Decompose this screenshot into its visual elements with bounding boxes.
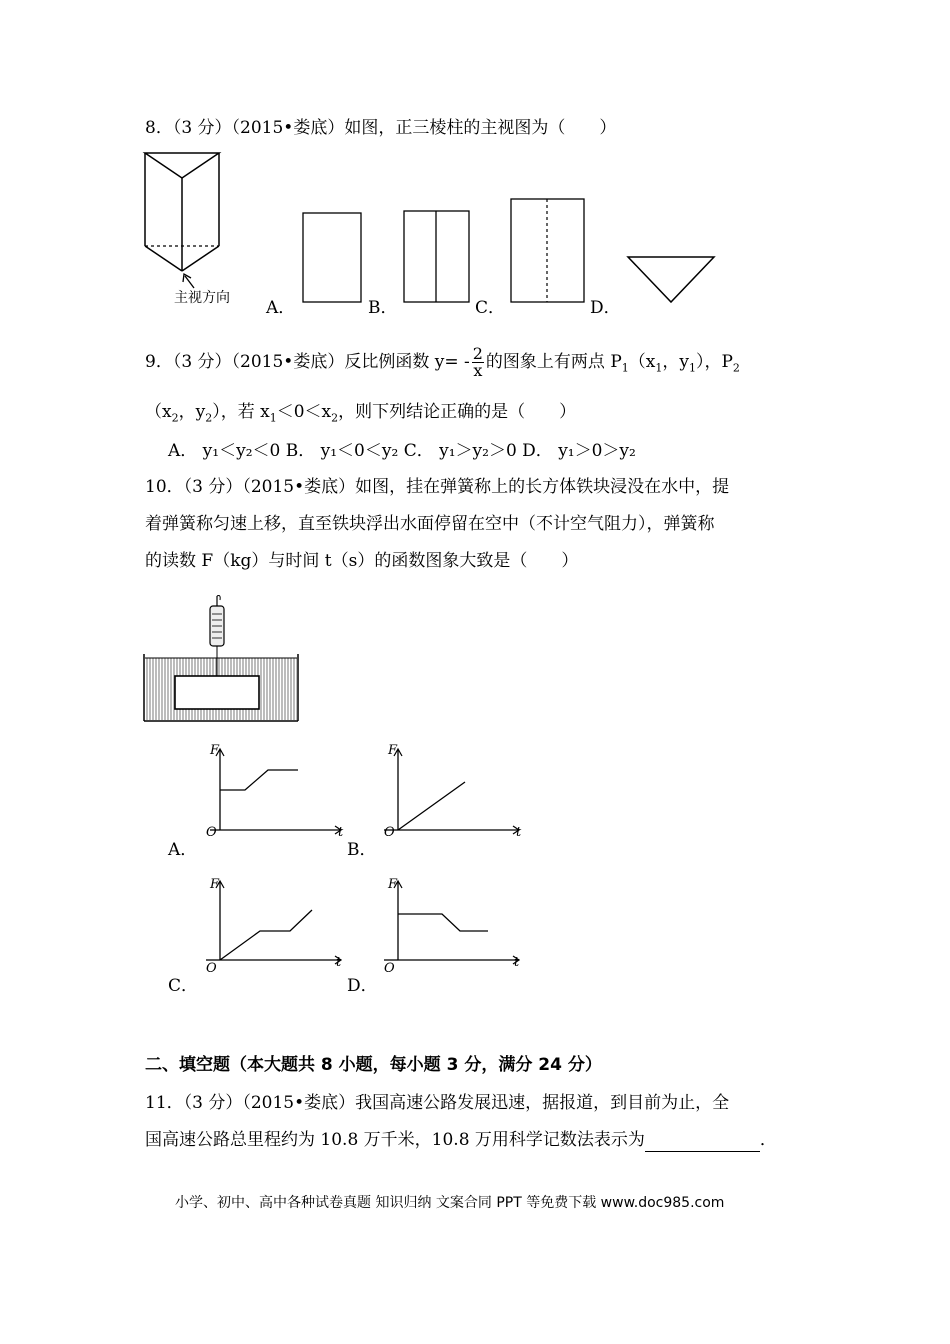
origin-label: O	[384, 825, 395, 840]
q10-graph-d	[378, 876, 528, 976]
footer: 小学、初中、高中各种试卷真题 知识归纳 文案合同 PPT 等免费下载 www.doc985.com	[175, 1195, 725, 1211]
q9-text: （x	[628, 352, 656, 372]
axis-t-label: t	[338, 825, 344, 840]
q9-options[interactable]: A． y₁＜y₂＜0 B． y₁＜0＜y₂ C． y₁＞y₂＞0 D． y₁＞0＞y₂	[168, 441, 636, 461]
q10-option-d[interactable]: D．	[347, 976, 378, 996]
q8-option-a-figure	[302, 212, 364, 304]
sub: 2	[331, 411, 339, 425]
q11-line1: 11．（3 分）（2015•娄底）我国高速公路发展迅速，据报道，到目前为止，全	[145, 1093, 730, 1113]
q9-fraction	[472, 346, 484, 379]
sub: 2	[732, 361, 740, 375]
sub: 2	[205, 411, 213, 425]
q11-period: ．	[759, 1130, 777, 1150]
q8-option-b-figure	[403, 210, 471, 304]
sub: 1	[655, 361, 663, 375]
q9-text: ，y	[662, 352, 689, 372]
q9-line1	[145, 346, 740, 380]
q8-option-d[interactable]: D．	[590, 298, 621, 318]
sub: 1	[621, 361, 629, 375]
q9-number: 9．（3 分）（2015•娄底）反比例函数 y= -	[145, 352, 470, 372]
q8-option-a[interactable]: A．	[266, 298, 296, 318]
view-direction-label: 主视方向	[174, 290, 230, 306]
axis-t-label: t	[516, 825, 522, 840]
axis-f-label: F	[388, 877, 398, 892]
spring-scale-figure	[143, 594, 303, 724]
q10-graph-c	[200, 876, 350, 976]
q9-text: ＜0＜x	[276, 402, 332, 422]
origin-label: O	[206, 825, 217, 840]
q11-line2	[145, 1128, 777, 1152]
frac-numerator: 2	[472, 344, 483, 363]
q10-graph-a	[200, 740, 350, 840]
axis-f-label: F	[210, 877, 220, 892]
axis-t-label: t	[514, 955, 520, 970]
q10-line2: 着弹簧称匀速上移，直至铁块浮出水面停留在空中（不计空气阻力），弹簧称	[145, 514, 715, 534]
q8-option-d-figure	[627, 255, 717, 305]
frac-denominator: x	[473, 361, 483, 380]
prism-figure	[142, 148, 232, 308]
q8-option-b[interactable]: B．	[368, 298, 398, 318]
q11-text: 国高速公路总里程约为 10.8 万千米，10.8 万用科学记数法表示为	[145, 1130, 645, 1150]
q9-text: （x	[145, 402, 172, 422]
q8-stem: 8．（3 分）（2015•娄底）如图，正三棱柱的主视图为（ ）	[145, 118, 617, 138]
sub: 1	[269, 411, 277, 425]
q10-option-a[interactable]: A．	[168, 840, 198, 860]
q10-option-c[interactable]: C．	[168, 976, 199, 996]
axis-f-label: F	[388, 743, 398, 758]
origin-label: O	[206, 961, 217, 976]
origin-label: O	[384, 961, 395, 976]
section2-title: 二、填空题（本大题共 8 小题，每小题 3 分，满分 24 分）	[145, 1055, 602, 1075]
q9-text: ，y	[178, 402, 206, 422]
q9-stem-cont: 的图象上有两点 P	[485, 352, 622, 372]
q10-graph-b	[378, 740, 528, 840]
axis-f-label: F	[210, 743, 220, 758]
q9-text: ），P	[695, 352, 733, 372]
q9-text: ），若 x	[212, 402, 270, 422]
q10-option-b[interactable]: B．	[347, 840, 377, 860]
q10-line1: 10．（3 分）（2015•娄底）如图，挂在弹簧称上的长方体铁块浸没在水中，提	[145, 477, 730, 497]
sub: 2	[171, 411, 179, 425]
q9-line2	[145, 400, 576, 430]
answer-blank[interactable]	[645, 1133, 760, 1152]
sub: 1	[688, 361, 696, 375]
q8-option-c-figure	[510, 198, 586, 304]
axis-t-label: t	[336, 955, 342, 970]
q9-text: ，则下列结论正确的是（ ）	[338, 402, 577, 422]
q10-line3: 的读数 F（kg）与时间 t（s）的函数图象大致是（ ）	[145, 551, 579, 571]
q8-option-c[interactable]: C．	[475, 298, 506, 318]
